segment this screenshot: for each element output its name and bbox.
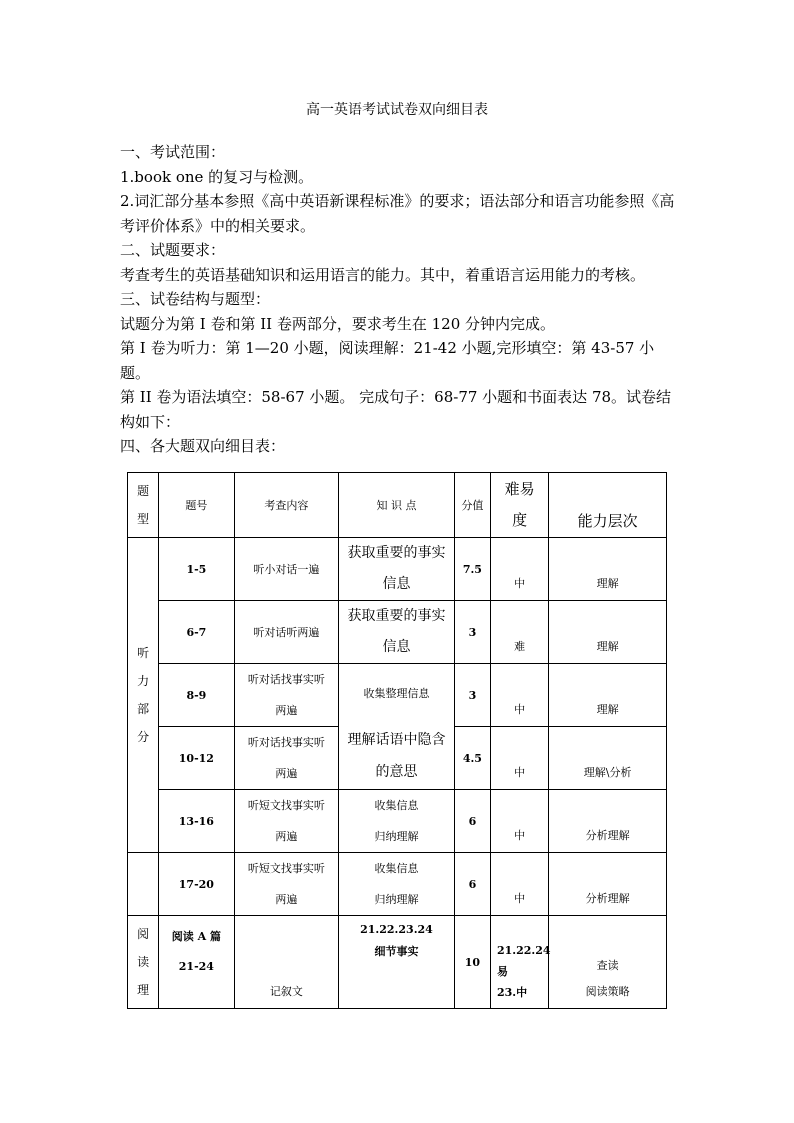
cell-score: 3 bbox=[454, 601, 490, 664]
paragraph: 一、考试范围： bbox=[120, 143, 226, 161]
paragraph: 2.词汇部分基本参照《高中英语新课程标准》的要求；语法部分和语言功能参照《高考评价体系》中的相关要求。 bbox=[120, 192, 675, 235]
cell-content: 听对话找事实听 两遍 bbox=[234, 664, 339, 727]
paragraph: 四、各大题双向细目表： bbox=[120, 437, 286, 455]
cell-knowledge: 收集信息 归纳理解 bbox=[339, 853, 455, 916]
cell-difficulty: 难 bbox=[490, 601, 548, 664]
cell-knowledge: 收集信息 归纳理解 bbox=[339, 790, 455, 853]
reading-section-label: 阅 读 理 bbox=[128, 916, 159, 1009]
cell-content: 听对话听两遍 bbox=[234, 601, 339, 664]
cell-score: 6 bbox=[454, 853, 490, 916]
cell-ability: 理解 bbox=[549, 664, 667, 727]
cell-knowledge: 获取重要的事实 信息 bbox=[339, 601, 455, 664]
cell-difficulty: 中 bbox=[490, 538, 548, 601]
table-row bbox=[128, 790, 667, 853]
paragraph: 三、试卷结构与题型： bbox=[120, 290, 271, 308]
cell-number: 13-16 bbox=[159, 790, 234, 853]
cell-score: 7.5 bbox=[454, 538, 490, 601]
cell-number: 阅读 A 篇 21-24 bbox=[159, 916, 234, 1009]
header-knowledge: 知 识 点 bbox=[339, 473, 455, 538]
cell-score: 10 bbox=[454, 916, 490, 1009]
cell-content: 听对话找事实听 两遍 bbox=[234, 727, 339, 790]
cell-difficulty: 21.22.24 易 23.中 bbox=[490, 916, 548, 1009]
header-ability: 能力层次 bbox=[549, 473, 667, 538]
cell-knowledge: 获取重要的事实 信息 bbox=[339, 538, 455, 601]
table-row bbox=[128, 601, 667, 664]
header-difficulty: 难易 度 bbox=[490, 473, 548, 538]
cell-knowledge-merged: 收集整理信息 理解话语中隐含 的意思 bbox=[339, 664, 455, 790]
cell-number: 17-20 bbox=[159, 853, 234, 916]
cell-score: 6 bbox=[454, 790, 490, 853]
cell-ability: 分析理解 bbox=[549, 853, 667, 916]
listening-section-label: 听 力 部 分 bbox=[128, 538, 159, 853]
cell-content: 听短文找事实听 两遍 bbox=[234, 790, 339, 853]
header-score: 分值 bbox=[454, 473, 490, 538]
header-type: 题 型 bbox=[128, 473, 159, 538]
cell-score: 3 bbox=[454, 664, 490, 727]
cell-number: 8-9 bbox=[159, 664, 234, 727]
cell-ability: 分析理解 bbox=[549, 790, 667, 853]
paragraph: 1.book one 的复习与检测。 bbox=[120, 167, 314, 186]
document-body bbox=[120, 140, 680, 459]
cell-number: 10-12 bbox=[159, 727, 234, 790]
cell-score: 4.5 bbox=[454, 727, 490, 790]
cell-ability: 查读 阅读策略 bbox=[549, 916, 667, 1009]
cell-content: 记叙文 bbox=[234, 916, 339, 1009]
paragraph: 试题分为第 I 卷和第 II 卷两部分，要求考生在 120 分钟内完成。 bbox=[120, 314, 556, 333]
cell-ability: 理解\分析 bbox=[549, 727, 667, 790]
cell-number: 1-5 bbox=[159, 538, 234, 601]
table-row bbox=[128, 538, 667, 601]
table-row bbox=[128, 664, 667, 727]
cell-ability: 理解 bbox=[549, 538, 667, 601]
paragraph: 第 II 卷为语法填空：58-67 小题。 完成句子：68-77 小题和书面表达 78。试卷结构如下： bbox=[120, 388, 672, 431]
document-title: 高一英语考试试卷双向细目表 bbox=[306, 102, 488, 118]
spec-table bbox=[127, 472, 667, 1009]
paragraph: 考查考生的英语基础知识和运用语言的能力。其中，着重语言运用能力的考核。 bbox=[120, 265, 646, 284]
cell-content: 听小对话一遍 bbox=[234, 538, 339, 601]
cell-number: 6-7 bbox=[159, 601, 234, 664]
empty-type-cell bbox=[128, 853, 159, 916]
cell-content: 听短文找事实听 两遍 bbox=[234, 853, 339, 916]
table-row bbox=[128, 853, 667, 916]
header-content: 考查内容 bbox=[234, 473, 339, 538]
cell-ability: 理解 bbox=[549, 601, 667, 664]
paragraph: 第 I 卷为听力：第 1—20 小题，阅读理解：21-42 小题,完形填空：第 43-57 小题。 bbox=[120, 339, 655, 382]
cell-difficulty: 中 bbox=[490, 664, 548, 727]
table-header-row bbox=[128, 473, 667, 538]
cell-difficulty: 中 bbox=[490, 727, 548, 790]
cell-difficulty: 中 bbox=[490, 853, 548, 916]
cell-difficulty: 中 bbox=[490, 790, 548, 853]
paragraph: 二、试题要求： bbox=[120, 241, 226, 259]
cell-knowledge: 21.22.23.24 细节事实 bbox=[339, 916, 455, 1009]
header-number: 题号 bbox=[159, 473, 234, 538]
table-row bbox=[128, 916, 667, 1009]
